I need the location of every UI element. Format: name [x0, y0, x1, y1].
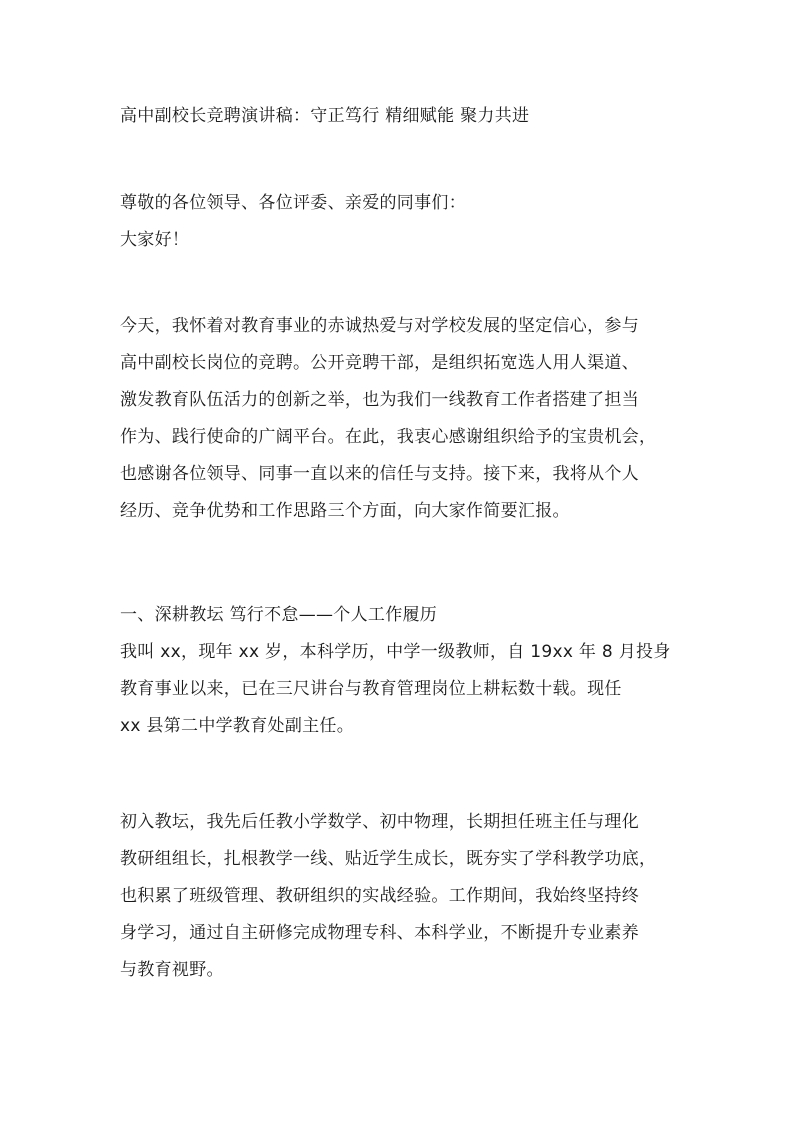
- paragraph-line: 也积累了班级管理、教研组织的实战经验。工作期间，我始终坚持终: [120, 886, 639, 906]
- career-paragraph: [120, 804, 680, 989]
- title-section: [120, 98, 680, 135]
- greeting-section: [120, 185, 680, 259]
- paragraph-line: xx 县第二中学教育处副主任。: [120, 716, 355, 736]
- paragraph-line: 我叫 xx，现年 xx 岁，本科学历，中学一级教师，自 19xx 年 8 月投身: [120, 642, 671, 662]
- section-heading: 一、深耕教坛 笃行不怠——个人工作履历: [120, 605, 438, 625]
- paragraph-line: 与教育视野。: [120, 960, 224, 980]
- greeting: 大家好！: [120, 230, 190, 250]
- document-title: 高中副校长竞聘演讲稿：守正笃行 精细赋能 聚力共进: [120, 106, 530, 126]
- paragraph-line: 作为、践行使命的广阔平台。在此，我衷心感谢组织给予的宝贵机会，: [120, 427, 657, 447]
- paragraph-line: 身学习，通过自主研修完成物理专科、本科学业，不断提升专业素养: [120, 923, 639, 943]
- paragraph-line: 经历、竞争优势和工作思路三个方面，向大家作简要汇报。: [120, 501, 570, 521]
- section-one: [120, 597, 680, 745]
- paragraph-line: 今天，我怀着对教育事业的赤诚热爱与对学校发展的坚定信心，参与: [120, 316, 639, 336]
- paragraph-line: 也感谢各位领导、同事一直以来的信任与支持。接下来，我将从个人: [120, 464, 639, 484]
- paragraph-line: 教研组组长，扎根教学一线、贴近学生成长，既夯实了学科教学功底，: [120, 849, 657, 869]
- paragraph-line: 激发教育队伍活力的创新之举，也为我们一线教育工作者搭建了担当: [120, 390, 639, 410]
- paragraph-line: 高中副校长岗位的竞聘。公开竞聘干部，是组织拓宽选人用人渠道、: [120, 353, 639, 373]
- paragraph-line: 教育事业以来，已在三尺讲台与教育管理岗位上耕耘数十载。现任: [120, 679, 622, 699]
- paragraph-line: 初入教坛，我先后任教小学数学、初中物理，长期担任班主任与理化: [120, 812, 639, 832]
- salutation: 尊敬的各位领导、各位评委、亲爱的同事们：: [120, 193, 466, 213]
- intro-paragraph: [120, 308, 680, 530]
